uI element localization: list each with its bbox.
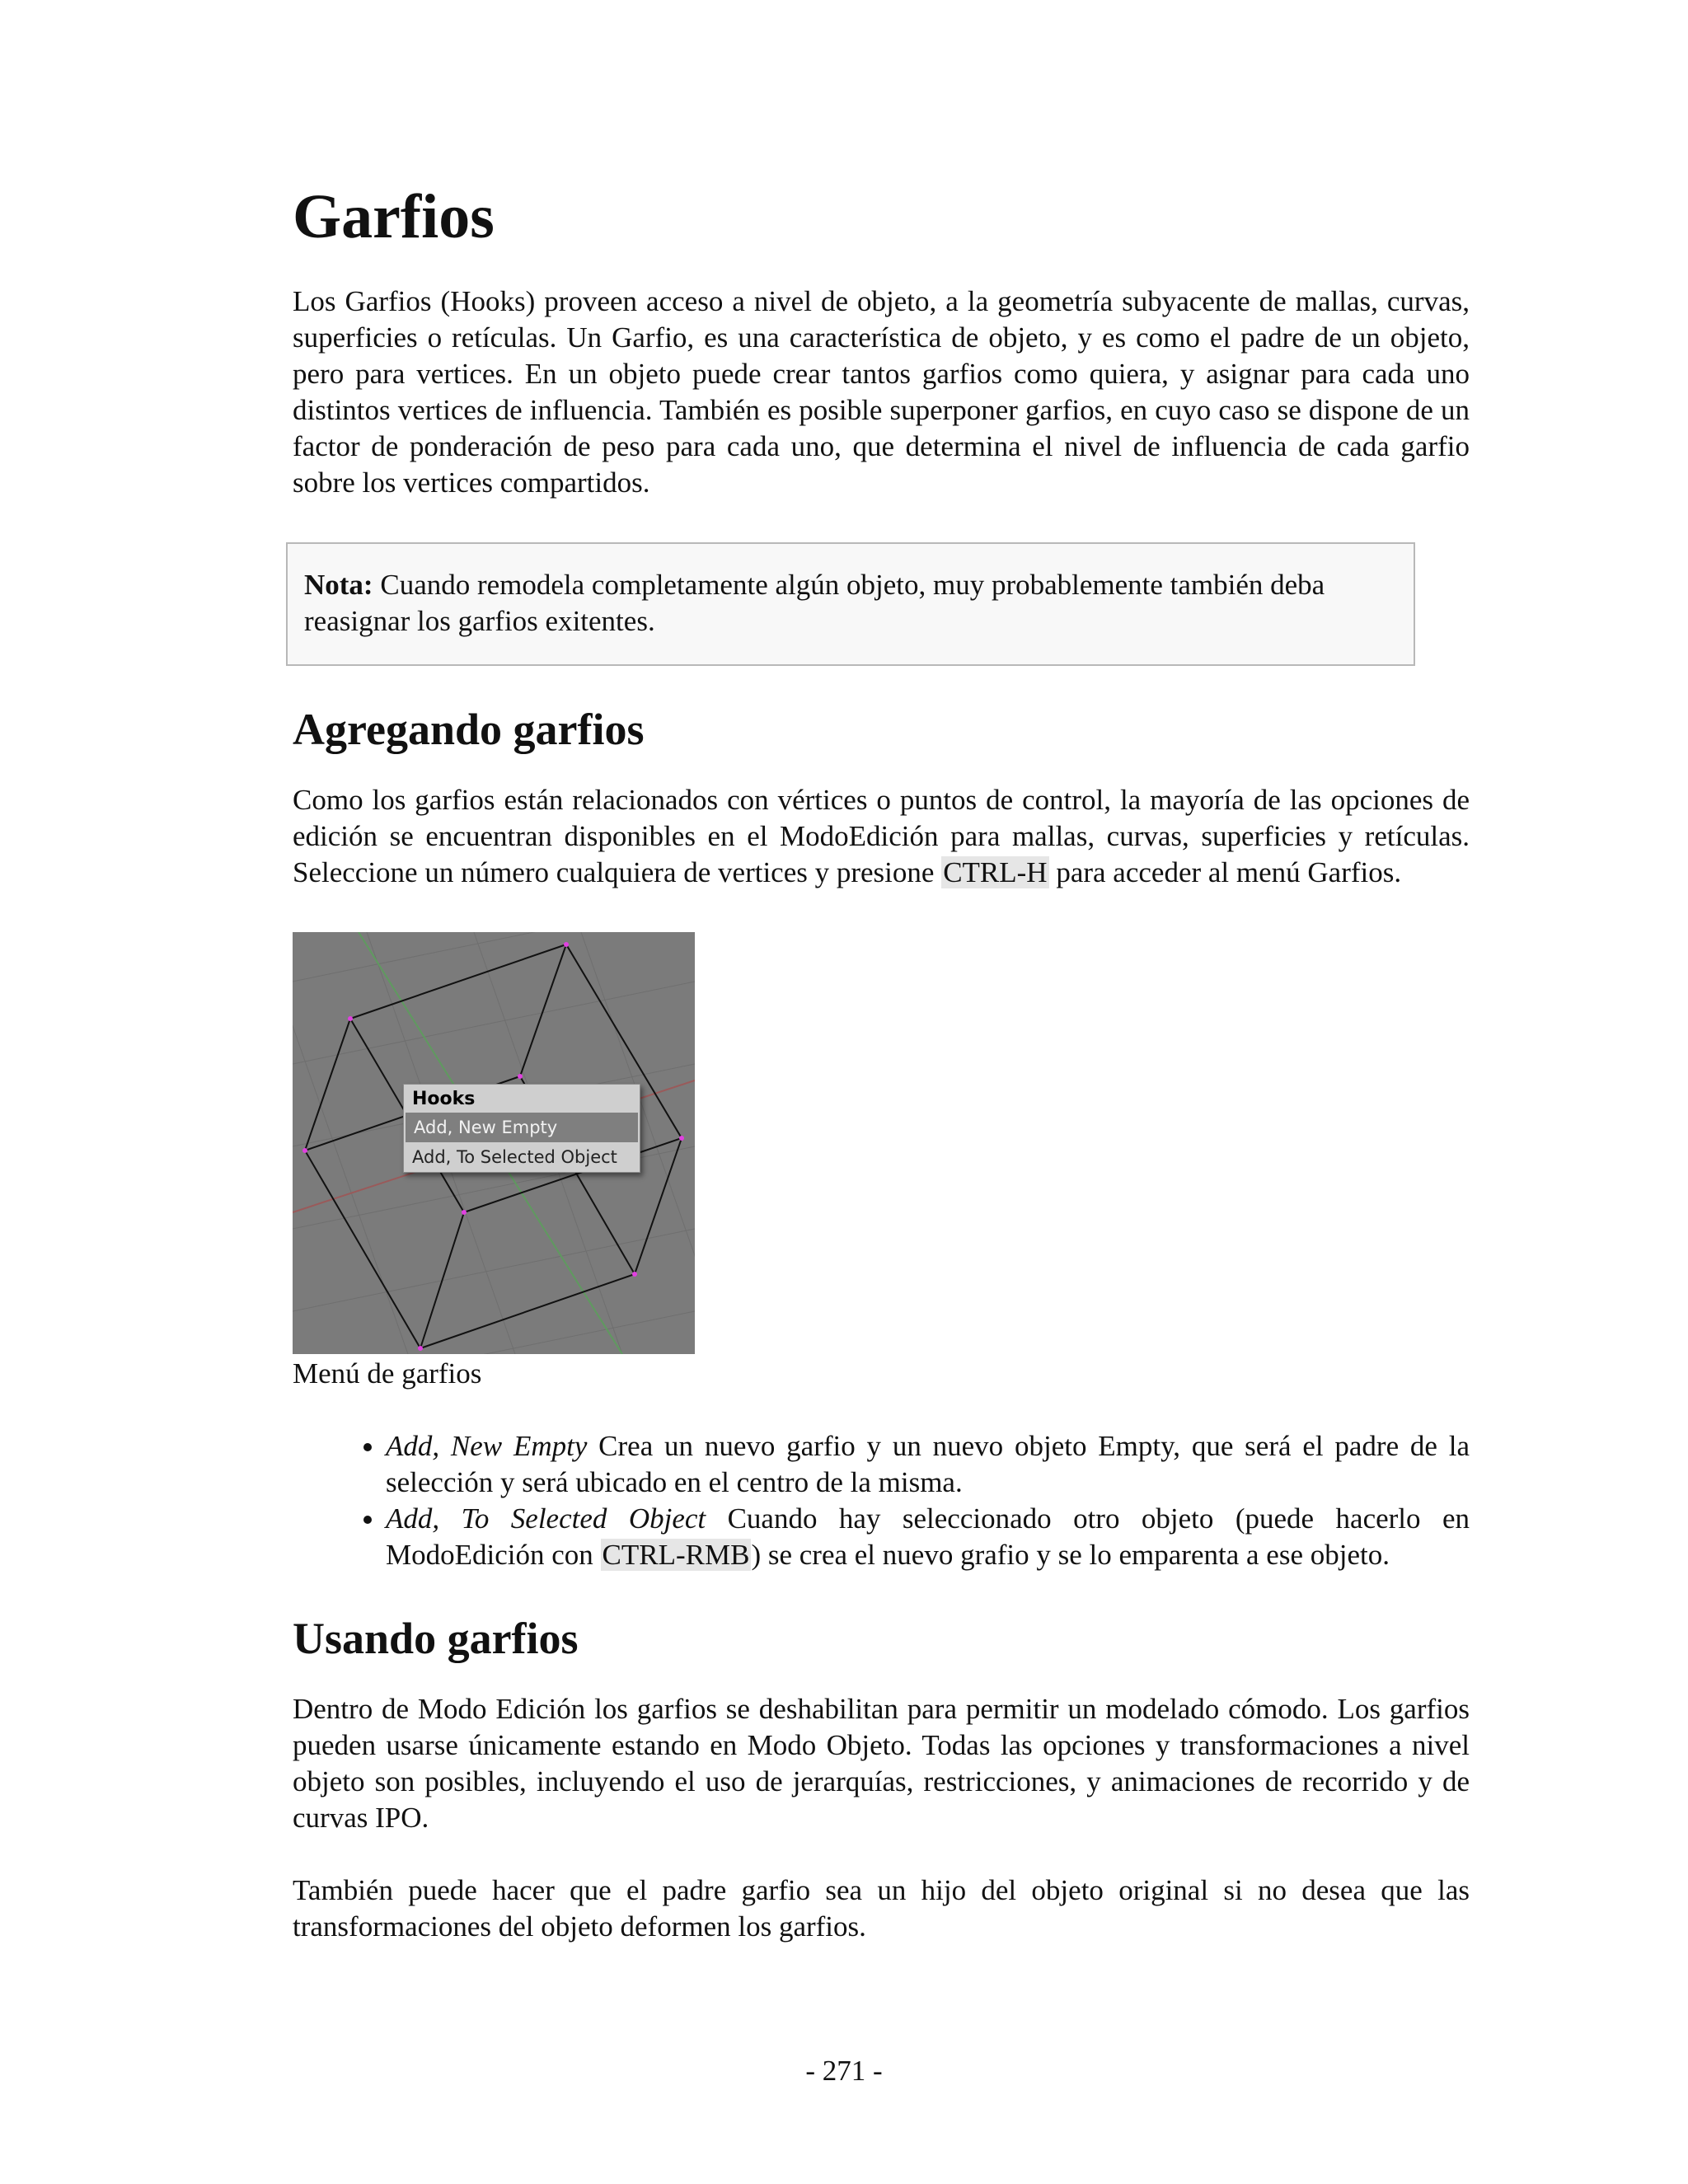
shortcut-ctrl-rmb: CTRL-RMB (602, 1538, 750, 1571)
bullet1-text: Crea un nuevo garfio y un nuevo objeto Empty, que será el padre de la selección y será ubicado en el centro de la misma. (386, 1429, 1470, 1498)
list-item (386, 1501, 1470, 1573)
figure-caption: Menú de garfios (293, 1357, 482, 1390)
section2-paragraph-1: Dentro de Modo Edición los garfios se deshabilitan para permitir un modelado cómodo. Los garfios pueden usarse únicamente estando en Modo Objeto. Todas las opciones y transformaciones a nivel objeto son posibles, incluyendo el uso de jerarquías, restricciones, y animaciones de recorrido y de curvas IPO. (293, 1693, 1470, 1835)
hooks-popup-menu (403, 1084, 640, 1173)
section-heading-agregando: Agregando garfios (293, 704, 645, 754)
page-content (293, 183, 1470, 1945)
bullet2-term: Add, To Selected Object (386, 1502, 706, 1535)
menu-title: Hooks (412, 1088, 476, 1109)
hooks-menu-screenshot (293, 932, 695, 1354)
note-label: Nota: (304, 568, 373, 601)
bullet1-term: Add, New Empty (386, 1429, 588, 1462)
section-heading-usando: Usando garfios (293, 1613, 579, 1663)
page-number: - 271 - (805, 2055, 883, 2087)
section1-paragraph (293, 782, 1470, 891)
options-list (293, 1428, 1470, 1573)
page-title: Garfios (293, 182, 495, 251)
bullet2-text-before: Cuando hay seleccionado otro objeto (puede hacerlo en ModoEdición con (386, 1502, 1470, 1571)
list-item (386, 1428, 1470, 1501)
menu-item-add-to-selected-object[interactable]: Add, To Selected Object (412, 1146, 617, 1167)
note-text: Cuando remodela completamente algún objeto, muy probablemente también deba reasignar los garfios exitentes. (304, 568, 1325, 637)
menu-item-add-new-empty[interactable]: Add, New Empty (406, 1113, 638, 1142)
note-box (286, 542, 1415, 666)
bullet2-text-after: ) se crea el nuevo grafio y se lo emparenta a ese objeto. (751, 1538, 1390, 1571)
section1-text-after: para acceder al menú Garfios. (1048, 855, 1402, 888)
section2-paragraph-2: También puede hacer que el padre garfio sea un hijo del objeto original si no desea que las transformaciones del objeto deformen los garfios. (293, 1874, 1470, 1943)
shortcut-ctrl-h: CTRL-H (943, 855, 1048, 888)
section1-text-before: Como los garfios están relacionados con vértices o puntos de control, la mayoría de las opciones de edición se encuentran disponibles en el ModoEdición para mallas, curvas, superficies y retículas. Seleccione un número cualquiera de vertices y presione (293, 783, 1470, 888)
intro-paragraph: Los Garfios (Hooks) proveen acceso a nivel de objeto, a la geometría subyacente de mallas, curvas, superficies o retículas. Un Garfio, es una característica de objeto, y es como el padre de un objeto, pero para vertices. En un objeto puede crear tantos garfios como quiera, y asignar para cada uno distintos vertices de influencia. También es posible superponer garfios, en cuyo caso se dispone de un factor de ponderación de peso para cada uno, que determina el nivel de influencia de cada garfio sobre los vertices compartidos. (293, 284, 1470, 499)
